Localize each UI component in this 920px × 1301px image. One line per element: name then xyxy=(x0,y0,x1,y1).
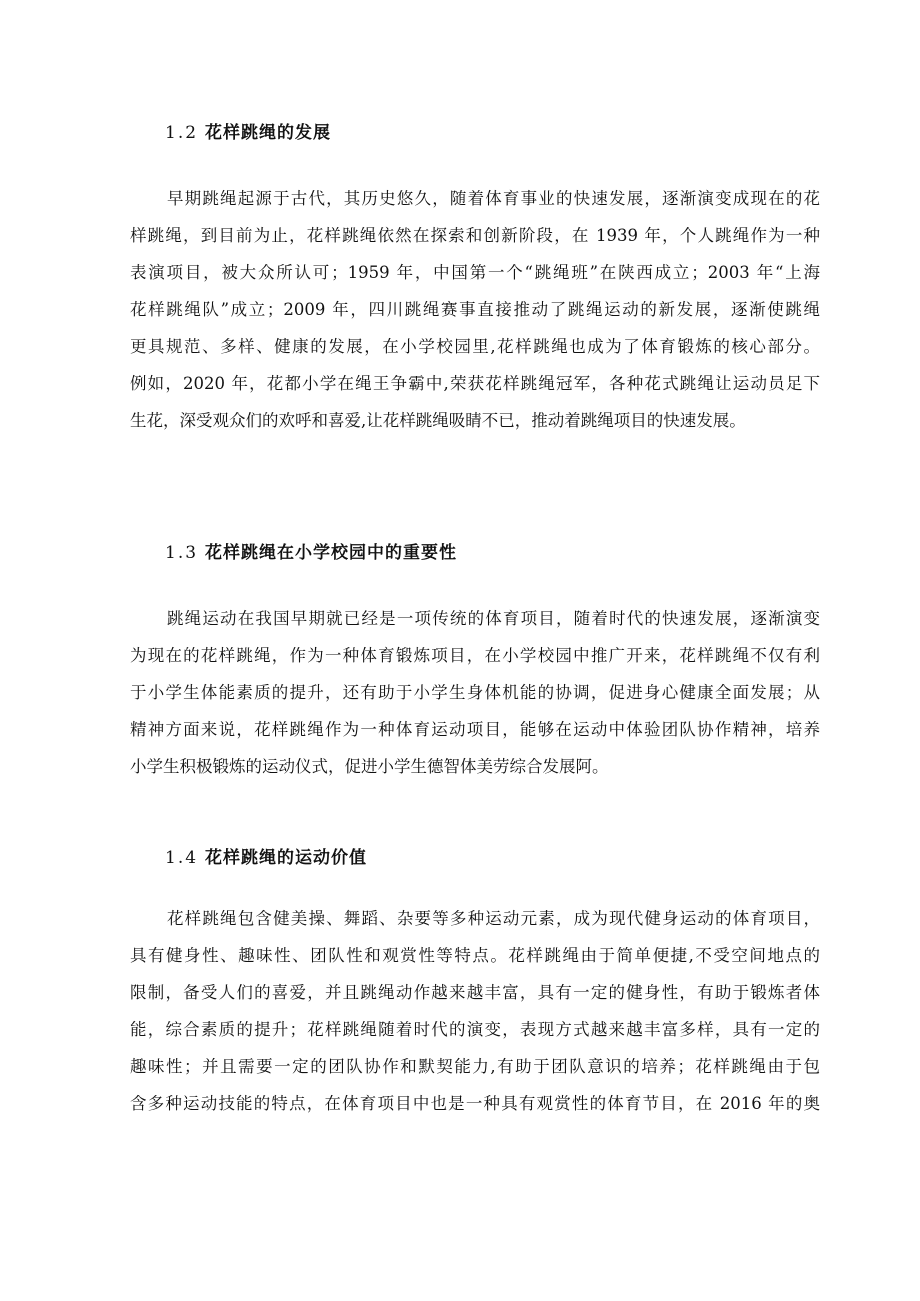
section-title: 花样跳绳的运动价值 xyxy=(204,848,367,868)
paragraph-line: 表演项目，被大众所认可；1959 年，中国第一个“跳绳班”在陕西成立；2003 年“上海 xyxy=(130,263,820,282)
section-heading-1-3 xyxy=(165,541,457,565)
paragraph-line: 花样跳绳队”成立；2009 年，四川跳绳赛事直接推动了跳绳运动的新发展，逐渐使跳绳 xyxy=(130,300,820,319)
paragraph-line: 例如，2020 年，花都小学在绳王争霸中,荣获花样跳绳冠军，各种花式跳绳让运动员足下 xyxy=(130,374,820,393)
section-heading-1-2 xyxy=(165,121,331,145)
section-number: 1.4 xyxy=(165,848,199,868)
paragraph-line: 样跳绳，到目前为止，花样跳绳依然在探索和创新阶段，在 1939 年，个人跳绳作为一种 xyxy=(130,226,820,245)
paragraph-line: 具有健身性、趣味性、团队性和观赏性等特点。花样跳绳由于简单便捷,不受空间地点的 xyxy=(130,946,820,965)
section-paragraph-1-3 xyxy=(130,600,820,785)
paragraph-line: 趣味性；并且需要一定的团队协作和默契能力,有助于团队意识的培养；花样跳绳由于包 xyxy=(130,1057,820,1076)
paragraph-line: 花样跳绳包含健美操、舞蹈、杂要等多种运动元素，成为现代健身运动的体育项目， xyxy=(167,909,820,928)
section-number: 1.3 xyxy=(165,543,199,563)
paragraph-line: 含多种运动技能的特点，在体育项目中也是一种具有观赏性的体育节目，在 2016 年的奥 xyxy=(130,1094,820,1113)
paragraph-line: 能，综合素质的提升；花样跳绳随着时代的演变，表现方式越来越丰富多样，具有一定的 xyxy=(130,1020,820,1039)
section-paragraph-1-4 xyxy=(130,900,820,1122)
paragraph-line: 限制，备受人们的喜爱，并且跳绳动作越来越丰富，具有一定的健身性，有助于锻炼者体 xyxy=(130,983,820,1002)
paragraph-line: 于小学生体能素质的提升，还有助于小学生身体机能的协调，促进身心健康全面发展；从 xyxy=(130,683,820,702)
paragraph-line: 更具规范、多样、健康的发展，在小学校园里,花样跳绳也成为了体育锻炼的核心部分。 xyxy=(130,337,820,356)
paragraph-line: 跳绳运动在我国早期就已经是一项传统的体育项目，随着时代的快速发展，逐渐演变 xyxy=(167,609,820,628)
paragraph-line: 小学生积极锻炼的运动仪式，促进小学生德智体美劳综合发展阿。 xyxy=(130,757,609,776)
paragraph-line: 生花，深受观众们的欢呼和喜爱,让花样跳绳吸睛不已，推动着跳绳项目的快速发展。 xyxy=(130,411,746,430)
section-title: 花样跳绳的发展 xyxy=(204,123,331,143)
section-heading-1-4 xyxy=(165,846,367,870)
paragraph-line: 为现在的花样跳绳，作为一种体育锻炼项目，在小学校园中推广开来，花样跳绳不仅有利 xyxy=(130,646,820,665)
section-paragraph-1-2 xyxy=(130,180,820,439)
section-number: 1.2 xyxy=(165,123,199,143)
paragraph-line: 早期跳绳起源于古代，其历史悠久，随着体育事业的快速发展，逐渐演变成现在的花 xyxy=(167,189,820,208)
paragraph-line: 精神方面来说，花样跳绳作为一种体育运动项目，能够在运动中体验团队协作精神，培养 xyxy=(130,720,820,739)
section-title: 花样跳绳在小学校园中的重要性 xyxy=(204,543,457,563)
